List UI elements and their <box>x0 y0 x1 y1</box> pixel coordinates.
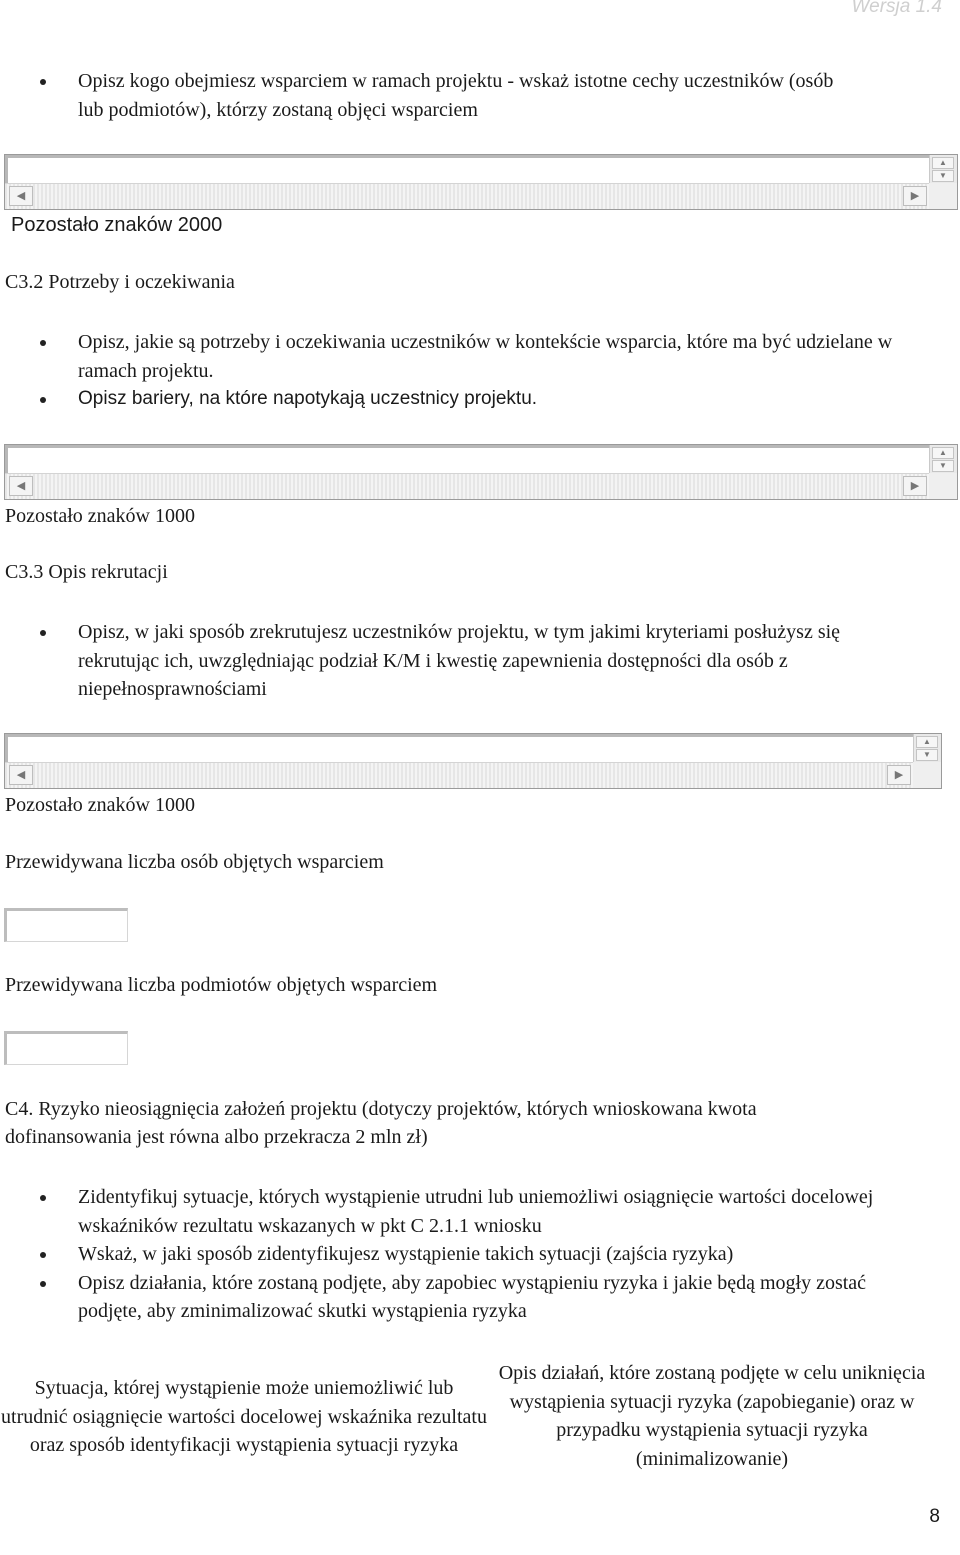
scrollbar-corner <box>913 762 941 788</box>
vertical-scrollbar[interactable] <box>929 155 957 185</box>
recruitment-textarea[interactable] <box>4 733 942 789</box>
section-title-c4: C4. Ryzyko nieosiągnięcia założeń projektu (dotyczy projektów, których wnioskowana kwota <box>5 1098 757 1120</box>
scroll-right-icon[interactable]: ▶ <box>903 186 927 206</box>
bullet-item: Opisz kogo obejmiesz wsparciem w ramach projektu - wskaż istotne cechy uczestników (osób lub podmiotów), którzy zostaną objęci wsparciem <box>0 67 840 124</box>
scroll-down-icon[interactable]: ▼ <box>932 170 954 182</box>
bullet-item: Wskaż, w jaki sposób zidentyfikujesz wystąpienie takich sytuacji (zajścia ryzyka) <box>0 1240 900 1269</box>
bullet-item: Opisz, w jaki sposób zrekrutujesz uczestników projektu, w tym jakimi kryteriami posłużysz się rekrutując ich, uwzględniając podział K/M i kwestię zapewnienia dostępności dla osób z niepełnosprawnościami <box>0 618 900 704</box>
persons-count-input[interactable] <box>4 908 128 942</box>
scroll-left-icon[interactable]: ◀ <box>9 476 33 496</box>
scroll-up-icon[interactable]: ▲ <box>932 157 954 169</box>
scrollbar-corner <box>929 473 957 499</box>
char-counter: Pozostało znaków 1000 <box>5 794 195 816</box>
recruitment-bullets <box>0 618 900 704</box>
textarea-edit-area[interactable] <box>5 734 913 764</box>
scroll-down-icon[interactable]: ▼ <box>932 460 954 472</box>
scroll-right-icon[interactable]: ▶ <box>887 765 911 785</box>
risk-table-header-actions: Opis działań, które zostaną podjęte w celu uniknięcia wystąpienia sytuacji ryzyka (zapobieganie) oraz w przypadku wystąpienia sytuacji ryzyka (minimalizowanie) <box>498 1362 926 1470</box>
entities-count-input[interactable] <box>4 1031 128 1065</box>
participants-bullets <box>0 67 840 124</box>
textarea-edit-area[interactable] <box>5 445 929 475</box>
scrollbar-corner <box>929 183 957 209</box>
scroll-up-icon[interactable]: ▲ <box>916 736 938 748</box>
scroll-left-icon[interactable]: ◀ <box>9 186 33 206</box>
scroll-down-icon[interactable]: ▼ <box>916 749 938 761</box>
horizontal-scrollbar[interactable] <box>5 762 913 788</box>
horizontal-scrollbar[interactable] <box>5 473 929 499</box>
bullet-item: Opisz działania, które zostaną podjęte, aby zapobiec wystąpieniu ryzyka i jakie będą mogły zostać podjęte, aby zminimalizować skutki wystąpienia ryzyka <box>0 1269 900 1326</box>
page-number: 8 <box>929 1506 940 1527</box>
horizontal-scrollbar[interactable] <box>5 183 929 209</box>
version-label: Wersja 1.4 <box>851 0 942 17</box>
participants-textarea[interactable] <box>4 154 958 210</box>
bullet-item: Opisz bariery, na które napotykają uczestnicy projektu. <box>0 385 930 414</box>
section-title-c33: C3.3 Opis rekrutacji <box>5 561 168 583</box>
textarea-edit-area[interactable] <box>5 155 929 185</box>
risk-table-header-situation: Sytuacja, której wystąpienie może uniemożliwić lub utrudnić osiągnięcie wartości docelowej wskaźnika rezultatu oraz sposób identyfikacji wystąpienia sytuacji ryzyka <box>1 1377 487 1456</box>
vertical-scrollbar[interactable] <box>913 734 941 764</box>
needs-bullets <box>0 328 930 414</box>
char-counter: Pozostało znaków 2000 <box>11 214 223 236</box>
vertical-scrollbar[interactable] <box>929 445 957 475</box>
section-title-c4-continued: dofinansowania jest równa albo przekracza 2 mln zł) <box>5 1126 428 1148</box>
bullet-item: Opisz, jakie są potrzeby i oczekiwania uczestników w kontekście wsparcia, które ma być udzielane w ramach projektu. <box>0 328 930 385</box>
scroll-up-icon[interactable]: ▲ <box>932 447 954 459</box>
scroll-left-icon[interactable]: ◀ <box>9 765 33 785</box>
persons-count-label: Przewidywana liczba osób objętych wsparciem <box>5 851 384 873</box>
entities-count-label: Przewidywana liczba podmiotów objętych wsparciem <box>5 974 438 996</box>
char-counter: Pozostało znaków 1000 <box>5 505 195 527</box>
risk-bullets <box>0 1183 900 1326</box>
bullet-item: Zidentyfikuj sytuacje, których wystąpienie utrudni lub uniemożliwi osiągnięcie wartości docelowej wskaźników rezultatu wskazanych w pkt C 2.1.1 wniosku <box>0 1183 900 1240</box>
scroll-right-icon[interactable]: ▶ <box>903 476 927 496</box>
section-title-c32: C3.2 Potrzeby i oczekiwania <box>5 271 235 293</box>
needs-textarea[interactable] <box>4 444 958 500</box>
